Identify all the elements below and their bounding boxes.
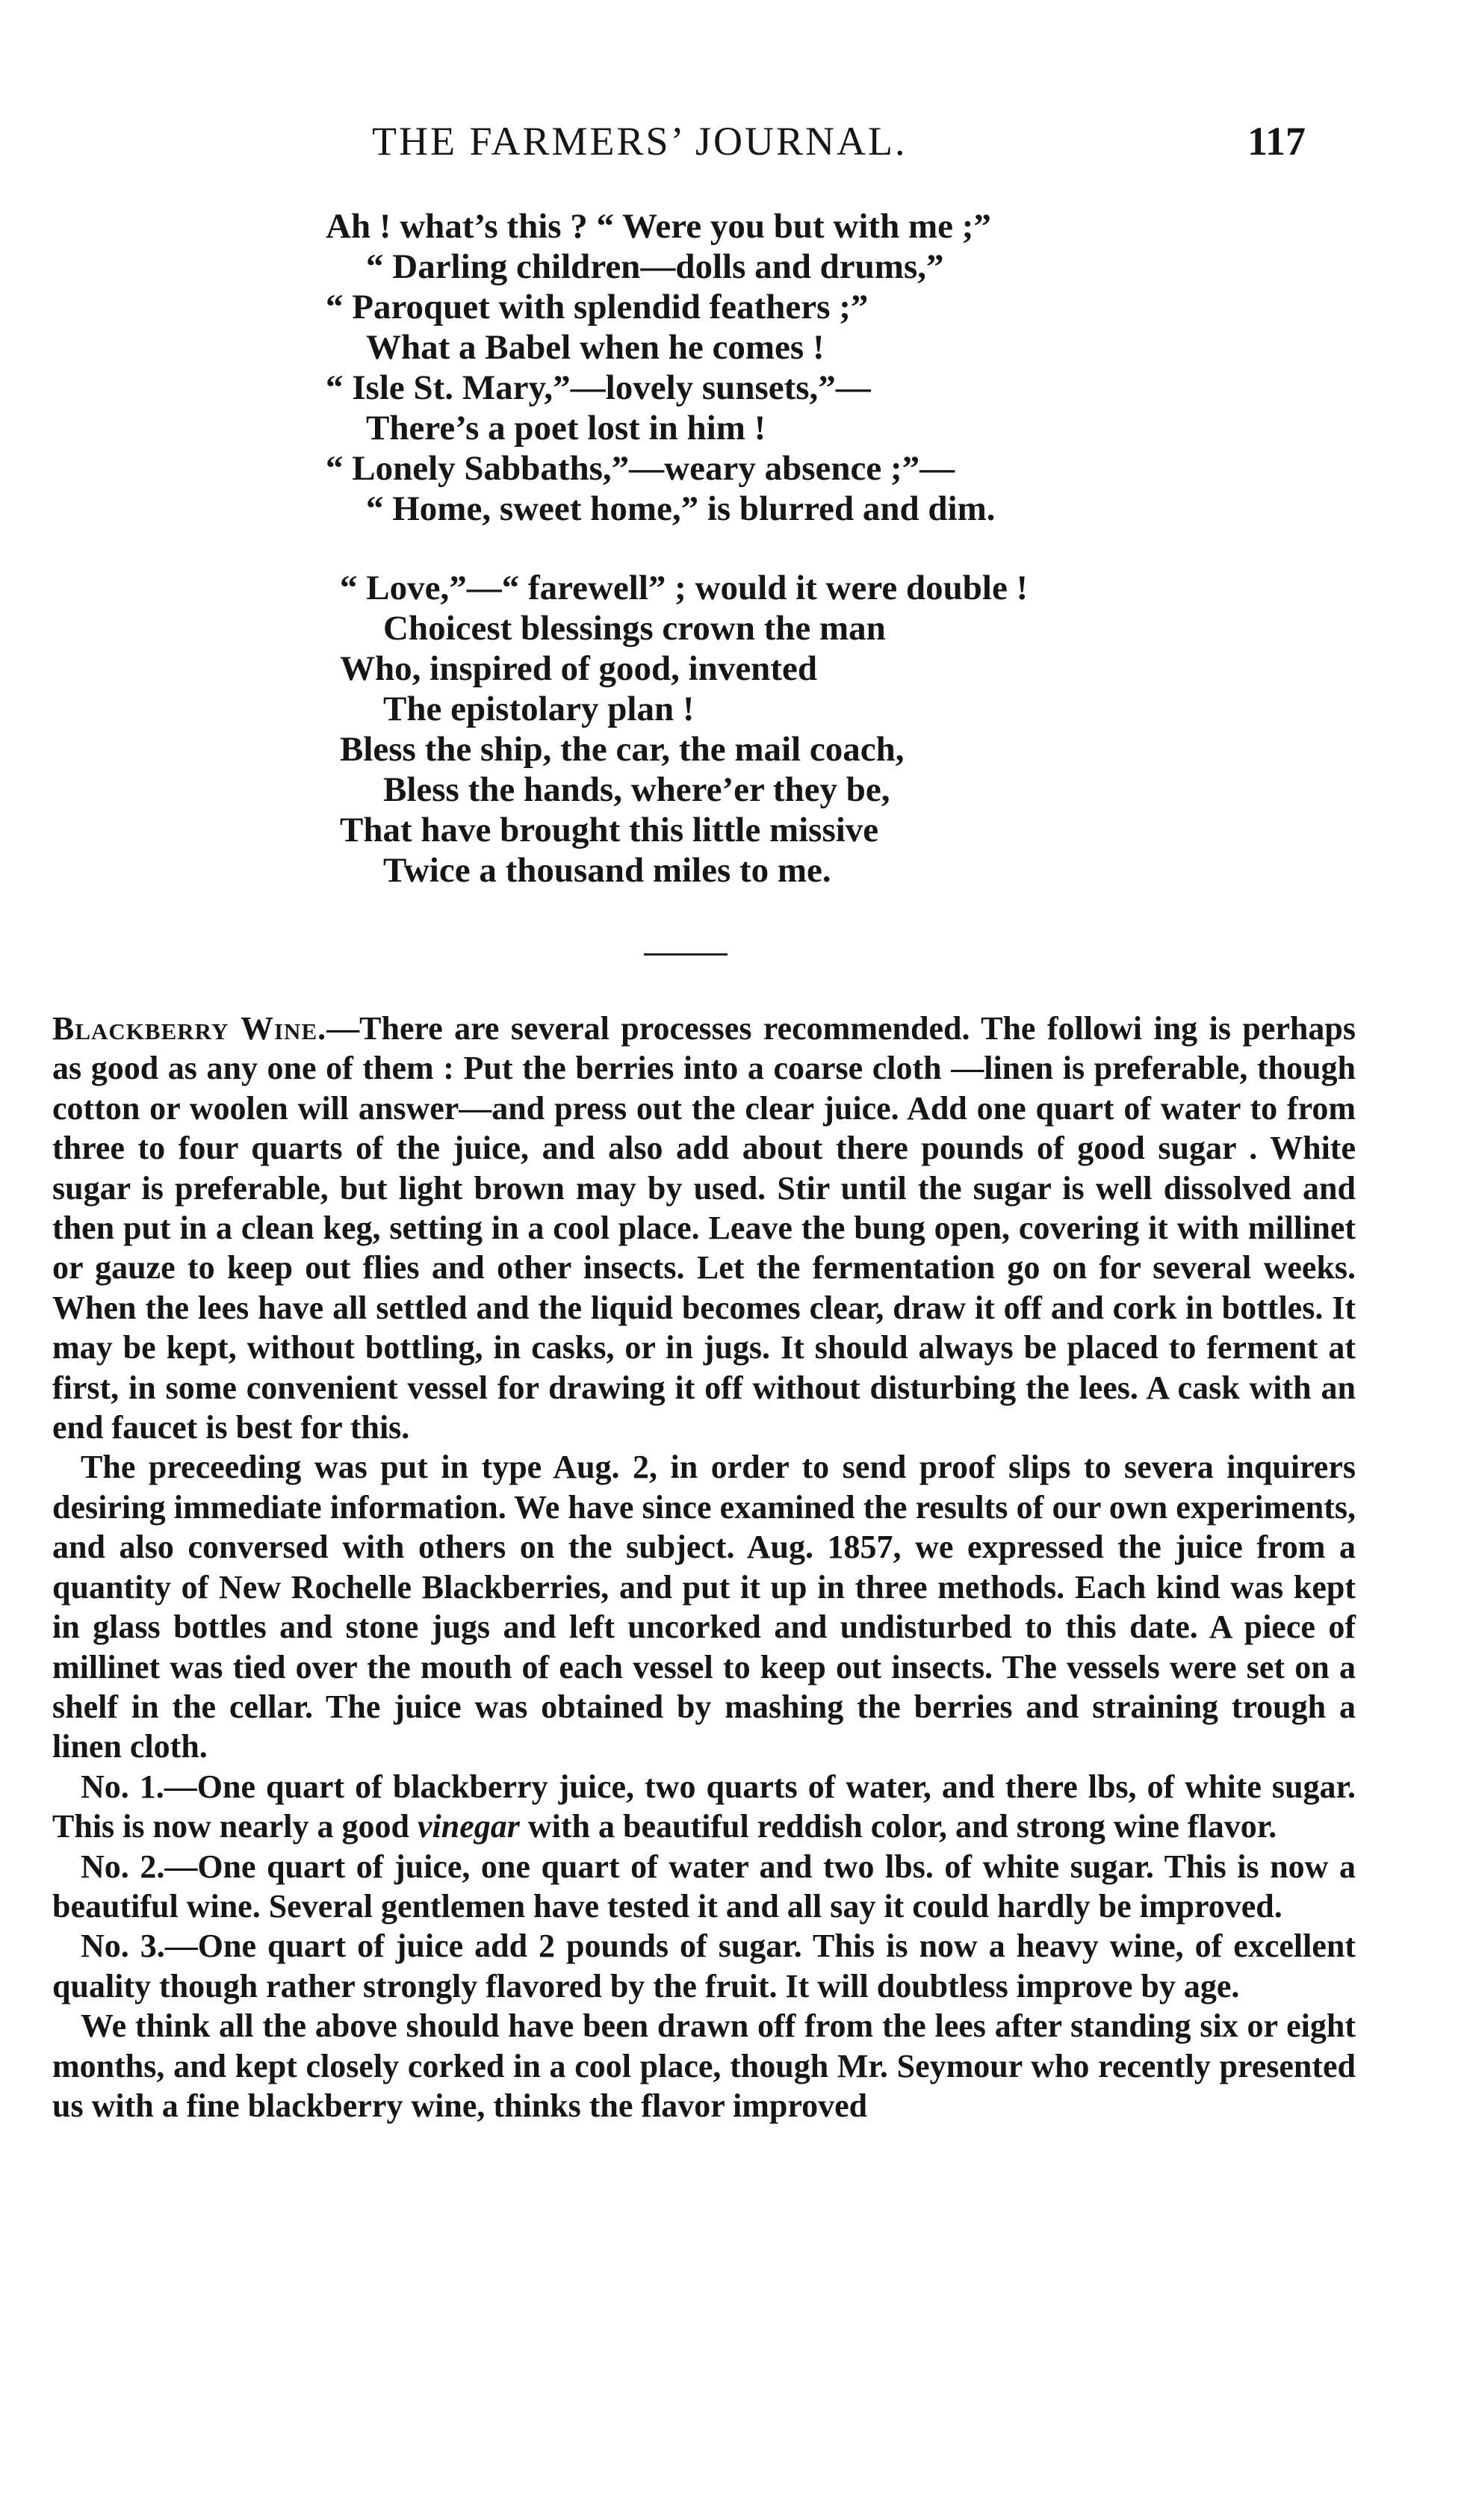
- section-divider: [644, 953, 728, 956]
- poem-line: Choicest blessings crown the man: [383, 609, 886, 648]
- running-head-title: THE FARMERS’ JOURNAL.: [372, 119, 908, 164]
- poem-stanza-1: [326, 206, 1222, 529]
- emphasis-vinegar: vinegar: [417, 1808, 520, 1845]
- poem-line: Bless the ship, the car, the mail coach,: [340, 730, 905, 769]
- poem-line: There’s a poet lost in him !: [366, 409, 766, 448]
- article-paragraph: We think all the above should have been drawn off from the lees after standing six or eight months, and kept closely corked in a cool place, though Mr. Seymour who recently presented us with a fine blackberry wine, thinks the flavor improved: [52, 2007, 1356, 2124]
- page-header: [0, 118, 1464, 178]
- article-paragraph: No. 2.—One quart of juice, one quart of water and two lbs. of white sugar. This is now a beautiful wine. Several gentlemen have tested it and all say it could hardly be improved.: [52, 1848, 1356, 1925]
- poem-stanza-2: [340, 568, 1236, 891]
- poem-line: “ Paroquet with splendid feathers ;”: [326, 288, 869, 326]
- article-text: —There are several processes recommended. The followi ing is perhaps as good as any one of them : Put the berries into a coarse cloth —linen is preferable, though cotton or woolen will answer—and press out the clear juice. Add one quart of water to from three to four quarts of the juice, and also add about there pounds of good sugar . White sugar is preferable, but light brown may by used. Stir until the sugar is well dissolved and then put in a clean keg, setting in a cool place. Leave the bung open, covering it with millinet or gauze to keep out flies and other insects. Let the fermentation go on for several weeks. When the lees have all settled and the liquid becomes clear, draw it off and cork in bottles. It may be kept, without bottling, in casks, or in jugs. It should always be placed to ferment at first, in some convenient vessel for drawing it off without disturbing the lees. A cask with an end faucet is best for this.: [52, 1010, 1356, 1446]
- blackberry-wine-article: [52, 1009, 1356, 2126]
- poem-line: What a Babel when he comes !: [366, 328, 825, 367]
- article-paragraph: [52, 1009, 1356, 1447]
- poem-line: “ Lonely Sabbaths,”—weary absence ;”—: [326, 449, 955, 488]
- article-text: No. 1.—One quart of blackberry juice, two quarts of water, and there lbs, of white sugar. This is now nearly a good: [52, 1768, 1356, 1845]
- article-paragraph: The preceeding was put in type Aug. 2, in order to send proof slips to severa inquirers desiring immediate information. We have since examined the results of our own experiments, and also conversed with others on the subject. Aug. 1857, we expressed the juice from a quantity of New Rochelle Blackberries, and put it up in three methods. Each kind was kept in glass bottles and stone jugs and left uncorked and undisturbed to this date. A piece of millinet was tied over the mouth of each vessel to keep out insects. The vessels were set on a shelf in the cellar. The juice was obtained by mashing the berries and straining trough a linen cloth.: [52, 1449, 1356, 1765]
- poem-line: Who, inspired of good, invented: [340, 649, 817, 688]
- article-paragraph: [52, 1767, 1356, 1847]
- poem-line: Twice a thousand miles to me.: [383, 851, 831, 890]
- poem-line: That have brought this little missive: [340, 811, 879, 849]
- poem-line: “ Home, sweet home,” is blurred and dim.: [366, 489, 996, 528]
- poem-line: Bless the hands, where’er they be,: [383, 770, 890, 809]
- page-number: 117: [1247, 119, 1306, 164]
- poem-line: “ Love,”—“ farewell” ; would it were double !: [340, 569, 1029, 607]
- poem-line: “ Isle St. Mary,”—lovely sunsets,”—: [326, 368, 871, 407]
- article-text: with a beautiful reddish color, and strong wine flavor.: [519, 1808, 1277, 1845]
- poem-line: The epistolary plan !: [383, 690, 695, 728]
- poem-line: Ah ! what’s this ? “ Were you but with me ;”: [326, 207, 991, 246]
- article-paragraph: No. 3.—One quart of juice add 2 pounds of sugar. This is now a heavy wine, of excellent quality though rather strongly flavored by the fruit. It will doubtless improve by age.: [52, 1928, 1356, 2004]
- article-heading: Blackberry Wine.: [52, 1010, 327, 1047]
- poem-line: “ Darling children—dolls and drums,”: [366, 247, 944, 286]
